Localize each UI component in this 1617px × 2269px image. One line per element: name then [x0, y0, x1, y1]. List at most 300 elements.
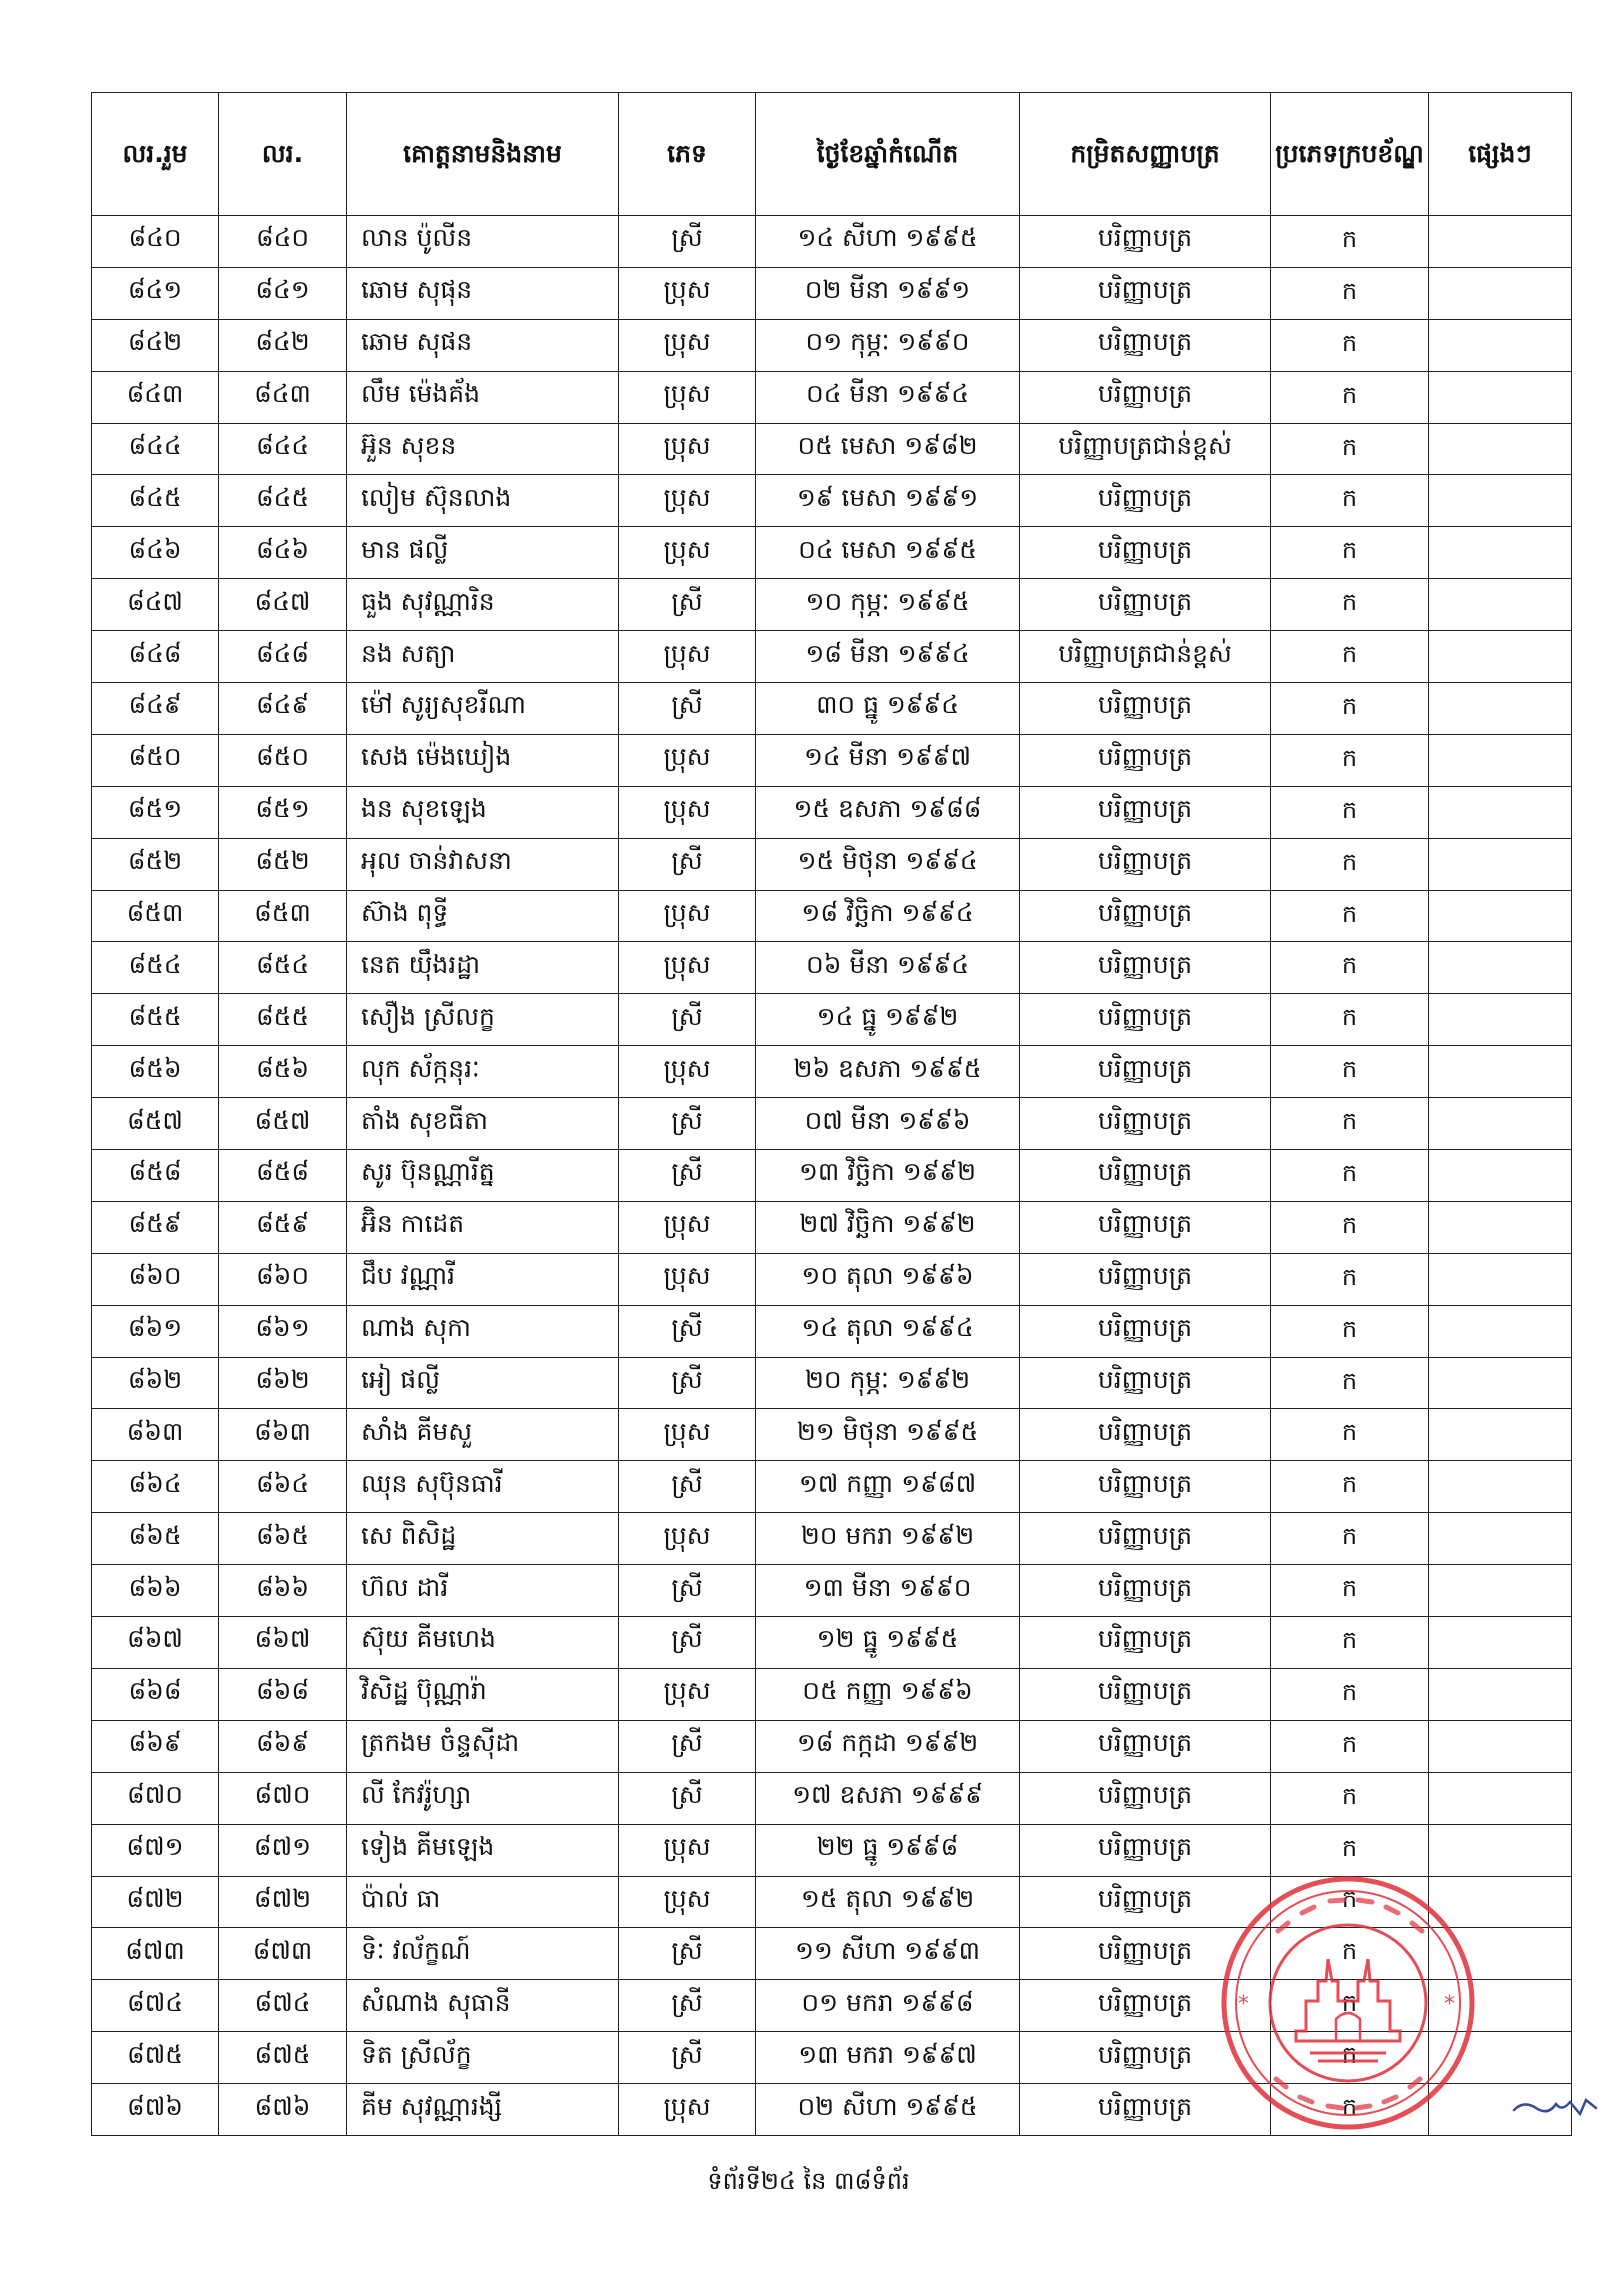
- sex-cell: ស្រី: [619, 216, 756, 268]
- degree-cell: បរិញ្ញាបត្រ: [1020, 1046, 1271, 1098]
- header-framework-type: ប្រភេទក្របខ័ណ្ឌ: [1271, 93, 1429, 216]
- dob-cell: ១១ សីហា ១៩៩៣: [756, 1928, 1020, 1980]
- degree-cell: បរិញ្ញាបត្រ: [1020, 994, 1271, 1046]
- no-cell: ៨៦៥: [219, 1513, 347, 1565]
- other-cell: [1429, 319, 1572, 371]
- dob-cell: ១៥ មិថុនា ១៩៩៤: [756, 838, 1020, 890]
- other-cell: [1429, 1357, 1572, 1409]
- dob-cell: ១៨ វិច្ឆិកា ១៩៩៤: [756, 890, 1020, 942]
- sex-cell: ស្រី: [619, 1617, 756, 1669]
- dob-cell: ១៧ ឧសភា ១៩៩៩: [756, 1772, 1020, 1824]
- table-row: [92, 1617, 1572, 1669]
- overall-no-cell: ៨៤៥: [92, 475, 219, 527]
- no-cell: ៨៤២: [219, 319, 347, 371]
- group-cell: ក: [1271, 1720, 1429, 1772]
- group-cell: ក: [1271, 1046, 1429, 1098]
- dob-cell: ១៥ ឧសភា ១៩៨៨: [756, 786, 1020, 838]
- sex-cell: ប្រុស: [619, 1824, 756, 1876]
- name-cell: សូរ ប៊ុនណ្ណារីត្ន: [347, 1150, 619, 1202]
- name-cell: សឿង ស្រីលក្ខ: [347, 994, 619, 1046]
- dob-cell: ១៣ មីនា ១៩៩០: [756, 1565, 1020, 1617]
- degree-cell: បរិញ្ញាបត្រ: [1020, 942, 1271, 994]
- group-cell: ក: [1271, 1876, 1429, 1928]
- degree-cell: បរិញ្ញាបត្រ: [1020, 1565, 1271, 1617]
- group-cell: ក: [1271, 1824, 1429, 1876]
- table-row: [92, 890, 1572, 942]
- dob-cell: ២៧ វិច្ឆិកា ១៩៩២: [756, 1201, 1020, 1253]
- degree-cell: បរិញ្ញាបត្រ: [1020, 1876, 1271, 1928]
- table-row: [92, 1565, 1572, 1617]
- other-cell: [1429, 423, 1572, 475]
- sex-cell: ប្រុស: [619, 319, 756, 371]
- degree-cell: បរិញ្ញាបត្រជាន់ខ្ពស់: [1020, 631, 1271, 683]
- no-cell: ៨៤០: [219, 216, 347, 268]
- degree-cell: បរិញ្ញាបត្រ: [1020, 1513, 1271, 1565]
- group-cell: ក: [1271, 216, 1429, 268]
- group-cell: ក: [1271, 1409, 1429, 1461]
- degree-cell: បរិញ្ញាបត្រ: [1020, 683, 1271, 735]
- table-row: [92, 1824, 1572, 1876]
- other-cell: [1429, 1668, 1572, 1720]
- name-cell: គីម សុវណ្ណារង្សី: [347, 2084, 619, 2136]
- name-cell: ត្រកងម ចំន្ទស៊ីដា: [347, 1720, 619, 1772]
- no-cell: ៨៦៤: [219, 1461, 347, 1513]
- other-cell: [1429, 1409, 1572, 1461]
- overall-no-cell: ៨៦៥: [92, 1513, 219, 1565]
- sex-cell: ប្រុស: [619, 527, 756, 579]
- dob-cell: ០៥ មេសា ១៩៨២: [756, 423, 1020, 475]
- no-cell: ៨៤៩: [219, 683, 347, 735]
- no-cell: ៨៥៩: [219, 1201, 347, 1253]
- overall-no-cell: ៨៤៤: [92, 423, 219, 475]
- degree-cell: បរិញ្ញាបត្រ: [1020, 1720, 1271, 1772]
- other-cell: [1429, 1098, 1572, 1150]
- degree-cell: បរិញ្ញាបត្រ: [1020, 579, 1271, 631]
- dob-cell: ១៣ មករា ១៩៩៧: [756, 2032, 1020, 2084]
- group-cell: ក: [1271, 942, 1429, 994]
- header-sex: ភេទ: [619, 93, 756, 216]
- degree-cell: បរិញ្ញាបត្រ: [1020, 1357, 1271, 1409]
- other-cell: [1429, 1720, 1572, 1772]
- other-cell: [1429, 1565, 1572, 1617]
- name-cell: អុល ចាន់វាសនា: [347, 838, 619, 890]
- document-sheet: [91, 92, 1571, 2136]
- sex-cell: ស្រី: [619, 1305, 756, 1357]
- dob-cell: ២២ ធ្នូ ១៩៩៨: [756, 1824, 1020, 1876]
- name-cell: វិសិដ្ឋ ប៊ុណ្ណារ៉ា: [347, 1668, 619, 1720]
- sex-cell: ប្រុស: [619, 423, 756, 475]
- sex-cell: ប្រុស: [619, 1201, 756, 1253]
- sex-cell: ស្រី: [619, 1461, 756, 1513]
- name-cell: ម៉ៅ សូរ្យសុខរីណា: [347, 683, 619, 735]
- signature-icon: [1510, 2086, 1600, 2126]
- name-cell: នេត យ៉ឹងរដ្ឋា: [347, 942, 619, 994]
- name-cell: ឆោម សុផុន: [347, 267, 619, 319]
- dob-cell: ០៧ មីនា ១៩៩៦: [756, 1098, 1020, 1150]
- sex-cell: ប្រុស: [619, 942, 756, 994]
- degree-cell: បរិញ្ញាបត្រ: [1020, 1409, 1271, 1461]
- overall-no-cell: ៨៦១: [92, 1305, 219, 1357]
- other-cell: [1429, 475, 1572, 527]
- dob-cell: ០៦ មីនា ១៩៩៤: [756, 942, 1020, 994]
- group-cell: ក: [1271, 579, 1429, 631]
- other-cell: [1429, 527, 1572, 579]
- group-cell: ក: [1271, 1513, 1429, 1565]
- group-cell: ក: [1271, 1098, 1429, 1150]
- table-body: [92, 216, 1572, 2136]
- no-cell: ៨៦៦: [219, 1565, 347, 1617]
- degree-cell: បរិញ្ញាបត្រ: [1020, 890, 1271, 942]
- dob-cell: ២០ មករា ១៩៩២: [756, 1513, 1020, 1565]
- dob-cell: ០៤ មីនា ១៩៩៤: [756, 371, 1020, 423]
- group-cell: ក: [1271, 1253, 1429, 1305]
- no-cell: ៨៤៨: [219, 631, 347, 683]
- degree-cell: បរិញ្ញាបត្រ: [1020, 1980, 1271, 2032]
- dob-cell: ១០ តុលា ១៩៩៦: [756, 1253, 1020, 1305]
- header-degree-level: កម្រិតសញ្ញាបត្រ: [1020, 93, 1271, 216]
- name-cell: ឆោម សុផន: [347, 319, 619, 371]
- dob-cell: ០១ កុម្ភៈ ១៩៩០: [756, 319, 1020, 371]
- sex-cell: ប្រុស: [619, 786, 756, 838]
- table-row: [92, 1201, 1572, 1253]
- sex-cell: ស្រី: [619, 1772, 756, 1824]
- other-cell: [1429, 1513, 1572, 1565]
- group-cell: ក: [1271, 1980, 1429, 2032]
- table-row: [92, 423, 1572, 475]
- table-row: [92, 838, 1572, 890]
- degree-cell: បរិញ្ញាបត្រ: [1020, 786, 1271, 838]
- overall-no-cell: ៨៦៧: [92, 1617, 219, 1669]
- group-cell: ក: [1271, 527, 1429, 579]
- degree-cell: បរិញ្ញាបត្រ: [1020, 1617, 1271, 1669]
- table-row: [92, 994, 1572, 1046]
- degree-cell: បរិញ្ញាបត្រ: [1020, 2032, 1271, 2084]
- header-date-of-birth: ថ្ងៃខែឆ្នាំកំណើត: [756, 93, 1020, 216]
- overall-no-cell: ៨៥១: [92, 786, 219, 838]
- name-cell: សេង ម៉េងឃៀង: [347, 734, 619, 786]
- group-cell: ក: [1271, 1150, 1429, 1202]
- group-cell: ក: [1271, 631, 1429, 683]
- group-cell: ក: [1271, 1928, 1429, 1980]
- no-cell: ៨៥២: [219, 838, 347, 890]
- overall-no-cell: ៨៤២: [92, 319, 219, 371]
- no-cell: ៨៥៣: [219, 890, 347, 942]
- no-cell: ៨៦៩: [219, 1720, 347, 1772]
- degree-cell: បរិញ្ញាបត្រ: [1020, 1098, 1271, 1150]
- sex-cell: ស្រី: [619, 579, 756, 631]
- degree-cell: បរិញ្ញាបត្រ: [1020, 1253, 1271, 1305]
- name-cell: ណាង សុកា: [347, 1305, 619, 1357]
- no-cell: ៨៥៧: [219, 1098, 347, 1150]
- sex-cell: ស្រី: [619, 1980, 756, 2032]
- degree-cell: បរិញ្ញាបត្រ: [1020, 2084, 1271, 2136]
- dob-cell: ១៤ ធ្នូ ១៩៩២: [756, 994, 1020, 1046]
- table-row: [92, 1772, 1572, 1824]
- dob-cell: ២៦ ឧសភា ១៩៩៥: [756, 1046, 1020, 1098]
- no-cell: ៨៦៣: [219, 1409, 347, 1461]
- overall-no-cell: ៨៤៩: [92, 683, 219, 735]
- dob-cell: ០១ មករា ១៩៩៨: [756, 1980, 1020, 2032]
- group-cell: ក: [1271, 683, 1429, 735]
- dob-cell: ១៤ មីនា ១៩៩៧: [756, 734, 1020, 786]
- other-cell: [1429, 1461, 1572, 1513]
- no-cell: ៨៧២: [219, 1876, 347, 1928]
- svg-text:*: *: [1238, 1992, 1249, 2017]
- degree-cell: បរិញ្ញាបត្រជាន់ខ្ពស់: [1020, 423, 1271, 475]
- dob-cell: ១៤ តុលា ១៩៩៤: [756, 1305, 1020, 1357]
- table-row: [92, 319, 1572, 371]
- other-cell: [1429, 1150, 1572, 1202]
- sex-cell: ស្រី: [619, 683, 756, 735]
- degree-cell: បរិញ្ញាបត្រ: [1020, 1772, 1271, 1824]
- sex-cell: ស្រី: [619, 994, 756, 1046]
- overall-no-cell: ៨៥៧: [92, 1098, 219, 1150]
- no-cell: ៨៦២: [219, 1357, 347, 1409]
- group-cell: ក: [1271, 2032, 1429, 2084]
- name-cell: លុក ស័ក្កនុរៈ: [347, 1046, 619, 1098]
- no-cell: ៨៦១: [219, 1305, 347, 1357]
- dob-cell: ១៩ មេសា ១៩៩១: [756, 475, 1020, 527]
- sex-cell: ស្រី: [619, 1357, 756, 1409]
- table-row: [92, 1253, 1572, 1305]
- name-cell: មាន ផល្លី: [347, 527, 619, 579]
- other-cell: [1429, 786, 1572, 838]
- degree-cell: បរិញ្ញាបត្រ: [1020, 838, 1271, 890]
- dob-cell: ១៣ វិច្ឆិកា ១៩៩២: [756, 1150, 1020, 1202]
- page-footer: ទំព័រទី២៤ នៃ ៣៨ទំព័រ: [707, 2167, 910, 2195]
- other-cell: [1429, 371, 1572, 423]
- table-header-row: [92, 93, 1572, 216]
- overall-no-cell: ៨៧៣: [92, 1928, 219, 1980]
- name-cell: ស៊ាង ពុទ្ធី: [347, 890, 619, 942]
- sex-cell: ប្រុស: [619, 1409, 756, 1461]
- name-cell: ស៊ុយ គីមហេង: [347, 1617, 619, 1669]
- overall-no-cell: ៨៤៨: [92, 631, 219, 683]
- overall-no-cell: ៨៥៥: [92, 994, 219, 1046]
- header-other: ផ្សេងៗ: [1429, 93, 1572, 216]
- degree-cell: បរិញ្ញាបត្រ: [1020, 475, 1271, 527]
- sex-cell: ស្រី: [619, 1928, 756, 1980]
- degree-cell: បរិញ្ញាបត្រ: [1020, 371, 1271, 423]
- degree-cell: បរិញ្ញាបត្រ: [1020, 1201, 1271, 1253]
- table-row: [92, 1357, 1572, 1409]
- table-row: [92, 371, 1572, 423]
- no-cell: ៨៤៥: [219, 475, 347, 527]
- group-cell: ក: [1271, 994, 1429, 1046]
- degree-cell: បរិញ្ញាបត្រ: [1020, 1305, 1271, 1357]
- overall-no-cell: ៨៧០: [92, 1772, 219, 1824]
- overall-no-cell: ៨៧៥: [92, 2032, 219, 2084]
- name-cell: នង សត្យា: [347, 631, 619, 683]
- group-cell: ក: [1271, 319, 1429, 371]
- table-row: [92, 786, 1572, 838]
- table-row: [92, 942, 1572, 994]
- dob-cell: ១៧ កញ្ញា ១៩៨៧: [756, 1461, 1020, 1513]
- name-cell: អ៊ួន សុខន: [347, 423, 619, 475]
- no-cell: ៨៧៤: [219, 1980, 347, 2032]
- name-cell: ងន សុខឡេង: [347, 786, 619, 838]
- overall-no-cell: ៨៦៦: [92, 1565, 219, 1617]
- other-cell: [1429, 1772, 1572, 1824]
- other-cell: [1429, 1253, 1572, 1305]
- no-cell: ៨៥៥: [219, 994, 347, 1046]
- degree-cell: បរិញ្ញាបត្រ: [1020, 1928, 1271, 1980]
- overall-no-cell: ៨៧២: [92, 1876, 219, 1928]
- group-cell: ក: [1271, 1617, 1429, 1669]
- degree-cell: បរិញ្ញាបត្រ: [1020, 1668, 1271, 1720]
- no-cell: ៨៧៥: [219, 2032, 347, 2084]
- degree-cell: បរិញ្ញាបត្រ: [1020, 216, 1271, 268]
- sex-cell: ប្រុស: [619, 1046, 756, 1098]
- name-cell: សាំង គីមសួ: [347, 1409, 619, 1461]
- overall-no-cell: ៨៥៤: [92, 942, 219, 994]
- name-cell: ហ៊ល ដារី: [347, 1565, 619, 1617]
- dob-cell: ២០ កុម្ភៈ ១៩៩២: [756, 1357, 1020, 1409]
- no-cell: ៨៦៨: [219, 1668, 347, 1720]
- sex-cell: ប្រុស: [619, 631, 756, 683]
- no-cell: ៨៥៨: [219, 1150, 347, 1202]
- group-cell: ក: [1271, 1772, 1429, 1824]
- staff-table: [91, 92, 1572, 2136]
- degree-cell: បរិញ្ញាបត្រ: [1020, 1150, 1271, 1202]
- other-cell: [1429, 734, 1572, 786]
- overall-no-cell: ៨៦៩: [92, 1720, 219, 1772]
- overall-no-cell: ៨៦៨: [92, 1668, 219, 1720]
- other-cell: [1429, 579, 1572, 631]
- name-cell: លឹម ម៉េងគ័ង: [347, 371, 619, 423]
- dob-cell: ១៨ មីនា ១៩៩៤: [756, 631, 1020, 683]
- other-cell: [1429, 216, 1572, 268]
- table-row: [92, 1668, 1572, 1720]
- no-cell: ៨៦០: [219, 1253, 347, 1305]
- other-cell: [1429, 890, 1572, 942]
- table-row: [92, 1098, 1572, 1150]
- header-no: លរ.: [219, 93, 347, 216]
- group-cell: ក: [1271, 1201, 1429, 1253]
- dob-cell: ០៤ មេសា ១៩៩៥: [756, 527, 1020, 579]
- sex-cell: ប្រុស: [619, 1668, 756, 1720]
- name-cell: លាន ប៉ូលីន: [347, 216, 619, 268]
- no-cell: ៨៤១: [219, 267, 347, 319]
- overall-no-cell: ៨៦២: [92, 1357, 219, 1409]
- overall-no-cell: ៨៥៨: [92, 1150, 219, 1202]
- sex-cell: ប្រុស: [619, 734, 756, 786]
- other-cell: [1429, 1824, 1572, 1876]
- no-cell: ៨៧៣: [219, 1928, 347, 1980]
- overall-no-cell: ៨៤០: [92, 216, 219, 268]
- other-cell: [1429, 631, 1572, 683]
- name-cell: អ៊ិន កាដេត: [347, 1201, 619, 1253]
- other-cell: [1429, 1305, 1572, 1357]
- group-cell: ក: [1271, 423, 1429, 475]
- sex-cell: ប្រុស: [619, 475, 756, 527]
- svg-text:*: *: [1444, 1992, 1455, 2017]
- sex-cell: ប្រុស: [619, 1513, 756, 1565]
- sex-cell: ស្រី: [619, 1720, 756, 1772]
- dob-cell: ១៤ សីហា ១៩៩៥: [756, 216, 1020, 268]
- overall-no-cell: ៨៥៣: [92, 890, 219, 942]
- table-row: [92, 631, 1572, 683]
- degree-cell: បរិញ្ញាបត្រ: [1020, 267, 1271, 319]
- table-row: [92, 579, 1572, 631]
- sex-cell: ស្រី: [619, 1150, 756, 1202]
- no-cell: ៨៦៧: [219, 1617, 347, 1669]
- other-cell: [1429, 1617, 1572, 1669]
- no-cell: ៨៧០: [219, 1772, 347, 1824]
- dob-cell: ០២ មីនា ១៩៩១: [756, 267, 1020, 319]
- degree-cell: បរិញ្ញាបត្រ: [1020, 319, 1271, 371]
- no-cell: ៨៤៤: [219, 423, 347, 475]
- no-cell: ៨៥៦: [219, 1046, 347, 1098]
- group-cell: ក: [1271, 1305, 1429, 1357]
- other-cell: [1429, 994, 1572, 1046]
- dob-cell: ១៨ កក្កដា ១៩៩២: [756, 1720, 1020, 1772]
- overall-no-cell: ៨៤៧: [92, 579, 219, 631]
- group-cell: ក: [1271, 267, 1429, 319]
- no-cell: ៨៤៣: [219, 371, 347, 423]
- other-cell: [1429, 267, 1572, 319]
- group-cell: ក: [1271, 371, 1429, 423]
- name-cell: ទិៈ វល័ក្ខណ៍: [347, 1928, 619, 1980]
- dob-cell: ១២ ធ្នូ ១៩៩៥: [756, 1617, 1020, 1669]
- name-cell: លៀម ស៊ុនលាង: [347, 475, 619, 527]
- sex-cell: ប្រុស: [619, 2084, 756, 2136]
- group-cell: ក: [1271, 838, 1429, 890]
- overall-no-cell: ៨៧៤: [92, 1980, 219, 2032]
- sex-cell: ប្រុស: [619, 267, 756, 319]
- overall-no-cell: ៨៧១: [92, 1824, 219, 1876]
- overall-no-cell: ៨៥៦: [92, 1046, 219, 1098]
- other-cell: [1429, 1201, 1572, 1253]
- dob-cell: ១០ កុម្ភៈ ១៩៩៥: [756, 579, 1020, 631]
- group-cell: ក: [1271, 1565, 1429, 1617]
- table-row: [92, 683, 1572, 735]
- table-row: [92, 1046, 1572, 1098]
- overall-no-cell: ៨៦៣: [92, 1409, 219, 1461]
- degree-cell: បរិញ្ញាបត្រ: [1020, 1461, 1271, 1513]
- no-cell: ៨៥១: [219, 786, 347, 838]
- name-cell: ទៀង គីមឡេង: [347, 1824, 619, 1876]
- group-cell: ក: [1271, 890, 1429, 942]
- overall-no-cell: ៨៦០: [92, 1253, 219, 1305]
- name-cell: សេ ពិសិដ្ឋ: [347, 1513, 619, 1565]
- table-row: [92, 734, 1572, 786]
- dob-cell: ០៥ កញ្ញា ១៩៩៦: [756, 1668, 1020, 1720]
- table-row: [92, 1305, 1572, 1357]
- name-cell: សំណាង សុធានី: [347, 1980, 619, 2032]
- other-cell: [1429, 942, 1572, 994]
- overall-no-cell: ៨៥៩: [92, 1201, 219, 1253]
- table-row: [92, 216, 1572, 268]
- no-cell: ៨៥៤: [219, 942, 347, 994]
- other-cell: [1429, 1046, 1572, 1098]
- group-cell: ក: [1271, 786, 1429, 838]
- dob-cell: ៣០ ធ្នូ ១៩៩៤: [756, 683, 1020, 735]
- no-cell: ៨៥០: [219, 734, 347, 786]
- group-cell: ក: [1271, 1461, 1429, 1513]
- sex-cell: ប្រុស: [619, 1253, 756, 1305]
- no-cell: ៨៤៧: [219, 579, 347, 631]
- name-cell: ទិត ស្រីល័ក្ខ: [347, 2032, 619, 2084]
- name-cell: តាំង សុខធីតា: [347, 1098, 619, 1150]
- overall-no-cell: ៨៥២: [92, 838, 219, 890]
- other-cell: [1429, 838, 1572, 890]
- dob-cell: ២១ មិថុនា ១៩៩៥: [756, 1409, 1020, 1461]
- name-cell: ប៉ាល់ ធា: [347, 1876, 619, 1928]
- no-cell: ៨៧១: [219, 1824, 347, 1876]
- group-cell: ក: [1271, 734, 1429, 786]
- table-row: [92, 1461, 1572, 1513]
